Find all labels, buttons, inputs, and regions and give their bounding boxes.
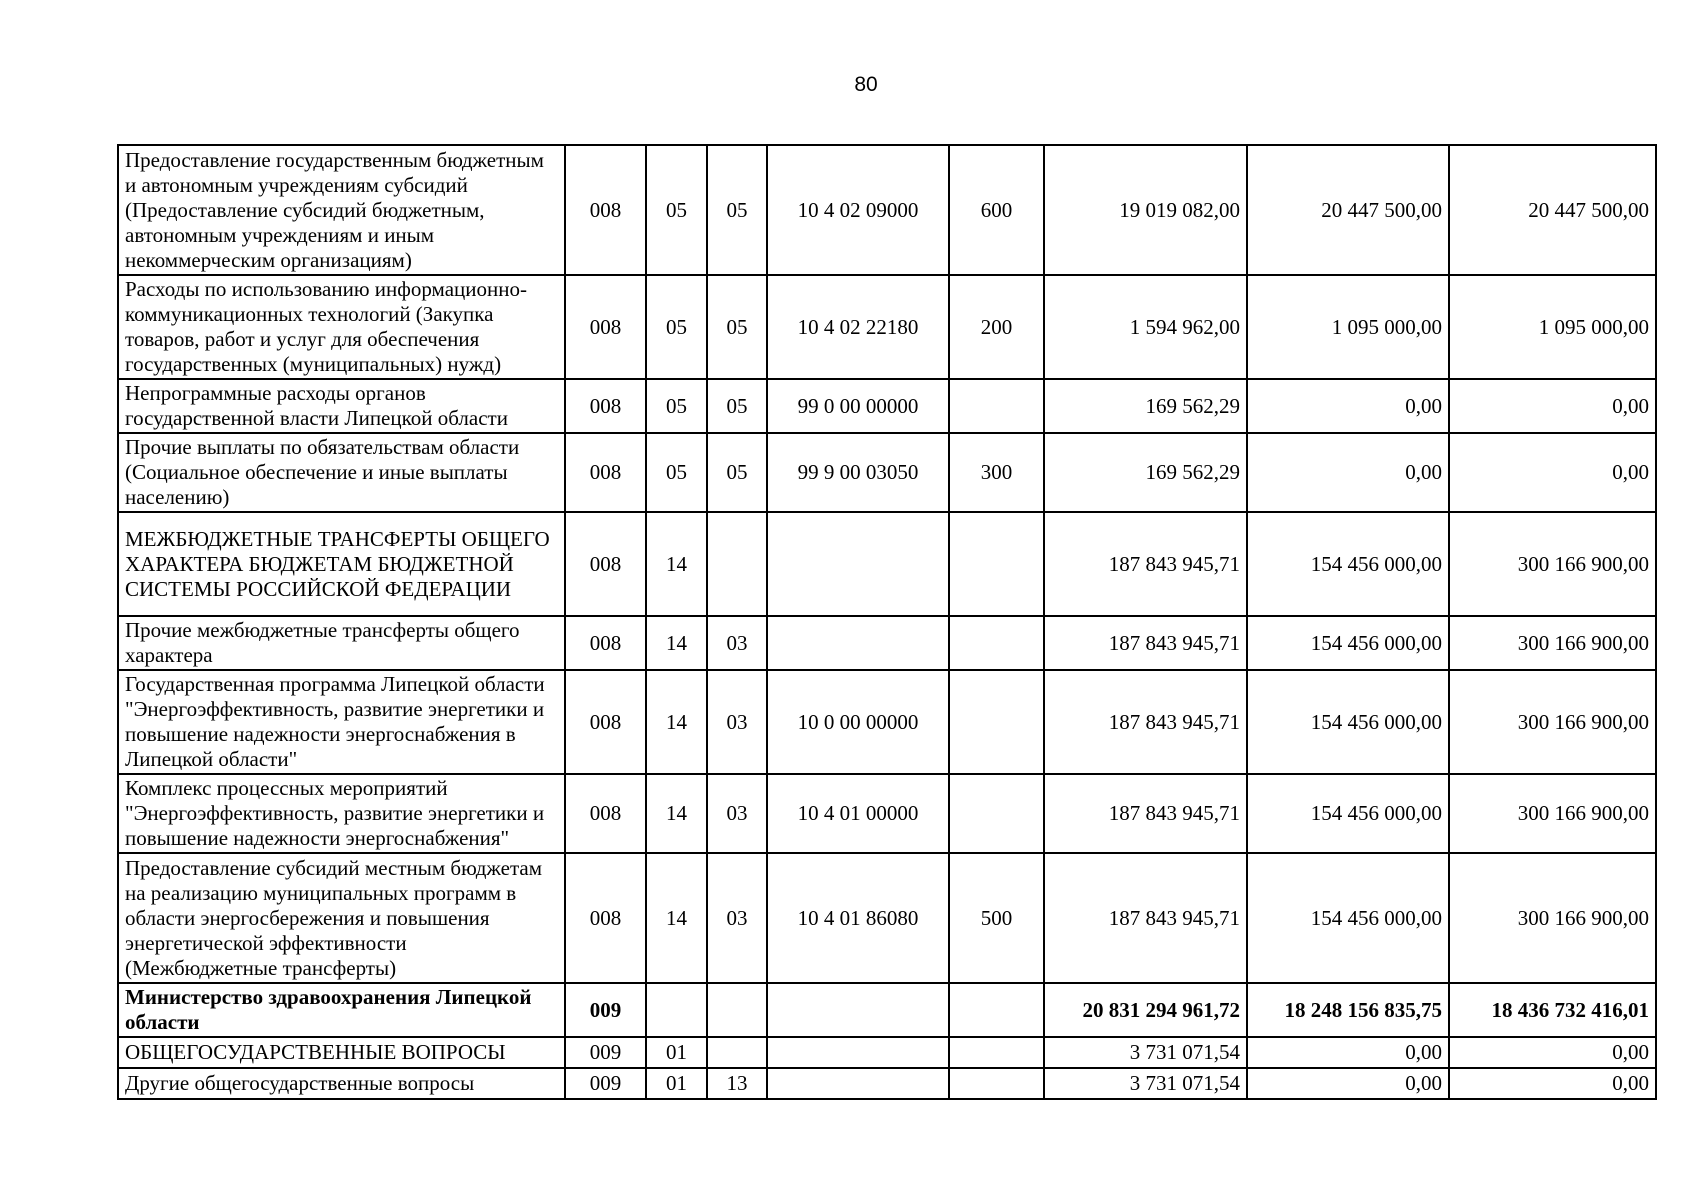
row-section-code: 05 [646,145,707,275]
row-sum-year-1: 187 843 945,71 [1044,670,1247,774]
row-expense-type: 300 [949,433,1044,512]
row-target-article [767,983,949,1037]
row-sum-year-2: 0,00 [1247,1068,1449,1099]
row-target-article: 10 4 01 00000 [767,774,949,853]
row-sum-year-2: 18 248 156 835,75 [1247,983,1449,1037]
row-sum-year-1: 169 562,29 [1044,433,1247,512]
row-section-code: 14 [646,670,707,774]
row-sum-year-1: 187 843 945,71 [1044,853,1247,983]
row-subsection-code: 05 [707,379,767,433]
row-subsection-code [707,983,767,1037]
row-subsection-code: 03 [707,853,767,983]
row-section-code: 14 [646,853,707,983]
row-ved-code: 008 [565,670,646,774]
row-sum-year-2: 1 095 000,00 [1247,275,1449,379]
row-sum-year-3: 20 447 500,00 [1449,145,1656,275]
row-sum-year-1: 3 731 071,54 [1044,1037,1247,1068]
row-name: Комплекс процессных мероприятий "Энергоэффективность, развитие энергетики и повышение надежности энергоснабжения" [118,774,565,853]
row-section-code: 05 [646,433,707,512]
row-name: Предоставление субсидий местным бюджетам на реализацию муниципальных программ в области энергосбережения и повышения энергетической эффективности (Межбюджетные трансферты) [118,853,565,983]
table-row [118,275,1656,379]
row-target-article: 99 0 00 00000 [767,379,949,433]
row-section-code [646,983,707,1037]
row-sum-year-3: 300 166 900,00 [1449,616,1656,670]
row-sum-year-3: 18 436 732 416,01 [1449,983,1656,1037]
table-body [118,145,1656,1099]
row-expense-type [949,616,1044,670]
row-expense-type [949,379,1044,433]
row-subsection-code: 03 [707,616,767,670]
row-ved-code: 008 [565,512,646,616]
row-sum-year-1: 187 843 945,71 [1044,512,1247,616]
row-section-code: 05 [646,379,707,433]
row-expense-type [949,670,1044,774]
row-target-article: 10 0 00 00000 [767,670,949,774]
row-target-article: 10 4 01 86080 [767,853,949,983]
row-sum-year-2: 20 447 500,00 [1247,145,1449,275]
row-target-article [767,512,949,616]
row-expense-type [949,983,1044,1037]
table-row [118,774,1656,853]
row-section-code: 14 [646,512,707,616]
row-target-article [767,1068,949,1099]
row-section-code: 05 [646,275,707,379]
row-expense-type [949,1068,1044,1099]
row-name: Прочие межбюджетные трансферты общего характера [118,616,565,670]
row-name: Другие общегосударственные вопросы [118,1068,565,1099]
row-name: Прочие выплаты по обязательствам области (Социальное обеспечение и иные выплаты населению) [118,433,565,512]
row-sum-year-3: 0,00 [1449,379,1656,433]
row-name: ОБЩЕГОСУДАРСТВЕННЫЕ ВОПРОСЫ [118,1037,565,1068]
row-ved-code: 009 [565,1037,646,1068]
row-name: Непрограммные расходы органов государственной власти Липецкой области [118,379,565,433]
row-sum-year-2: 154 456 000,00 [1247,774,1449,853]
row-target-article [767,1037,949,1068]
row-sum-year-2: 0,00 [1247,379,1449,433]
row-subsection-code [707,512,767,616]
row-subsection-code: 05 [707,275,767,379]
row-ved-code: 009 [565,983,646,1037]
row-subsection-code [707,1037,767,1068]
row-name: МЕЖБЮДЖЕТНЫЕ ТРАНСФЕРТЫ ОБЩЕГО ХАРАКТЕРА БЮДЖЕТАМ БЮДЖЕТНОЙ СИСТЕМЫ РОССИЙСКОЙ ФЕДЕРАЦИИ [118,512,565,616]
row-sum-year-2: 154 456 000,00 [1247,512,1449,616]
row-expense-type: 600 [949,145,1044,275]
row-sum-year-1: 20 831 294 961,72 [1044,983,1247,1037]
row-sum-year-3: 300 166 900,00 [1449,774,1656,853]
row-ved-code: 008 [565,774,646,853]
table-row [118,1068,1656,1099]
row-sum-year-3: 0,00 [1449,433,1656,512]
row-sum-year-2: 154 456 000,00 [1247,616,1449,670]
row-expense-type [949,774,1044,853]
row-sum-year-2: 0,00 [1247,1037,1449,1068]
row-expense-type: 200 [949,275,1044,379]
row-expense-type [949,512,1044,616]
budget-table [117,144,1657,1100]
row-expense-type: 500 [949,853,1044,983]
row-ved-code: 009 [565,1068,646,1099]
row-sum-year-3: 1 095 000,00 [1449,275,1656,379]
row-name: Государственная программа Липецкой области "Энергоэффективность, развитие энергетики и повышение надежности энергоснабжения в Липецкой области" [118,670,565,774]
table-row [118,379,1656,433]
row-target-article [767,616,949,670]
page-number: 80 [854,73,878,96]
table-row [118,670,1656,774]
row-section-code: 14 [646,616,707,670]
row-subsection-code: 05 [707,433,767,512]
row-sum-year-1: 1 594 962,00 [1044,275,1247,379]
row-ved-code: 008 [565,433,646,512]
row-sum-year-1: 187 843 945,71 [1044,616,1247,670]
row-ved-code: 008 [565,616,646,670]
row-sum-year-1: 187 843 945,71 [1044,774,1247,853]
row-sum-year-3: 300 166 900,00 [1449,670,1656,774]
row-sum-year-2: 154 456 000,00 [1247,670,1449,774]
row-ved-code: 008 [565,853,646,983]
row-sum-year-1: 3 731 071,54 [1044,1068,1247,1099]
table-row [118,983,1656,1037]
row-name: Предоставление государственным бюджетным и автономным учреждениям субсидий (Предоставление субсидий бюджетным, автономным учреждениям и иным некоммерческим организациям) [118,145,565,275]
row-target-article: 10 4 02 09000 [767,145,949,275]
row-sum-year-2: 0,00 [1247,433,1449,512]
row-subsection-code: 13 [707,1068,767,1099]
table-row [118,512,1656,616]
table-row [118,616,1656,670]
table-row [118,1037,1656,1068]
row-section-code: 01 [646,1068,707,1099]
row-expense-type [949,1037,1044,1068]
table-row [118,433,1656,512]
table-row [118,145,1656,275]
row-sum-year-3: 300 166 900,00 [1449,512,1656,616]
row-section-code: 14 [646,774,707,853]
row-ved-code: 008 [565,145,646,275]
row-name: Министерство здравоохранения Липецкой области [118,983,565,1037]
row-sum-year-3: 0,00 [1449,1037,1656,1068]
row-sum-year-1: 19 019 082,00 [1044,145,1247,275]
row-ved-code: 008 [565,275,646,379]
row-sum-year-3: 300 166 900,00 [1449,853,1656,983]
row-section-code: 01 [646,1037,707,1068]
table-row [118,853,1656,983]
row-subsection-code: 05 [707,145,767,275]
row-sum-year-2: 154 456 000,00 [1247,853,1449,983]
row-target-article: 99 9 00 03050 [767,433,949,512]
row-subsection-code: 03 [707,670,767,774]
row-sum-year-1: 169 562,29 [1044,379,1247,433]
row-subsection-code: 03 [707,774,767,853]
row-sum-year-3: 0,00 [1449,1068,1656,1099]
row-target-article: 10 4 02 22180 [767,275,949,379]
row-name: Расходы по использованию информационно-коммуникационных технологий (Закупка товаров, работ и услуг для обеспечения государственных (муниципальных) нужд) [118,275,565,379]
row-ved-code: 008 [565,379,646,433]
